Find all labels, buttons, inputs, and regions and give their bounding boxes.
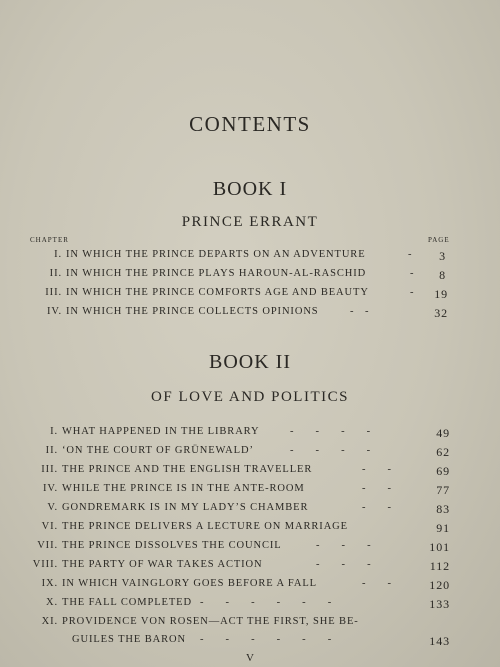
folio-page-number: V bbox=[246, 652, 254, 664]
book-1-subtitle: PRINCE ERRANT bbox=[181, 214, 319, 230]
page-number: 49 bbox=[436, 426, 450, 440]
chapter-title: WHILE THE PRINCE IS IN THE ANTE-ROOM bbox=[62, 483, 305, 494]
chapter-title: IN WHICH THE PRINCE COMFORTS AGE AND BEAUTY bbox=[66, 287, 369, 298]
chapter-title: PROVIDENCE VON ROSEN—ACT THE FIRST, SHE BE- bbox=[62, 616, 359, 627]
chapter-number: I. bbox=[50, 426, 58, 437]
chapter-title: THE FALL COMPLETED bbox=[62, 597, 192, 608]
chapter-number: III. bbox=[45, 287, 62, 298]
chapter-number: VII. bbox=[37, 540, 58, 551]
leader-dots: - - bbox=[362, 502, 392, 513]
page-number: 69 bbox=[436, 464, 450, 478]
page-number: 133 bbox=[429, 597, 450, 611]
toc-row bbox=[0, 540, 500, 558]
leader-dots: - - - bbox=[316, 540, 372, 551]
leader-dots: - - - - - - bbox=[200, 597, 333, 608]
chapter-title: THE PRINCE DELIVERS A LECTURE ON MARRIAGE bbox=[62, 521, 348, 532]
chapter-number: IV. bbox=[46, 306, 62, 317]
chapter-number: II. bbox=[49, 268, 62, 279]
toc-row bbox=[0, 502, 500, 520]
page-number: 143 bbox=[429, 634, 450, 648]
leader-dots: - - - - bbox=[290, 445, 372, 456]
toc-row bbox=[0, 464, 500, 482]
chapter-title: THE PARTY OF WAR TAKES ACTION bbox=[62, 559, 263, 570]
chapter-title: THE PRINCE DISSOLVES THE COUNCIL bbox=[62, 540, 282, 551]
chapter-title: WHAT HAPPENED IN THE LIBRARY bbox=[62, 426, 260, 437]
page-number: 8 bbox=[439, 268, 446, 282]
book-1-title: BOOK I bbox=[212, 178, 288, 200]
leader-dots: - - - - - - bbox=[200, 634, 333, 645]
book-2-subtitle: OF LOVE AND POLITICS bbox=[151, 389, 349, 405]
page-number: 101 bbox=[429, 540, 450, 554]
page-number: 83 bbox=[436, 502, 450, 516]
chapter-column-label: CHAPTER bbox=[30, 236, 69, 244]
toc-row bbox=[0, 597, 500, 615]
book-2-title: BOOK II bbox=[209, 351, 291, 373]
toc-row bbox=[0, 483, 500, 501]
chapter-number: II. bbox=[45, 445, 58, 456]
leader-dots: - - bbox=[350, 306, 370, 317]
page-number: 91 bbox=[436, 521, 450, 535]
chapter-number: III. bbox=[41, 464, 58, 475]
chapter-title: IN WHICH THE PRINCE COLLECTS OPINIONS bbox=[66, 306, 319, 317]
toc-row bbox=[0, 445, 500, 463]
page-column-label: PAGE bbox=[428, 236, 450, 244]
chapter-number: XI. bbox=[41, 616, 58, 627]
toc-row bbox=[0, 559, 500, 577]
page-number: 112 bbox=[429, 559, 450, 573]
chapter-number: IV. bbox=[42, 483, 58, 494]
leader-dots: - bbox=[408, 249, 413, 260]
toc-row bbox=[0, 306, 500, 324]
chapter-title: IN WHICH THE PRINCE DEPARTS ON AN ADVENTURE bbox=[66, 249, 366, 260]
toc-row bbox=[0, 249, 500, 267]
page-number: 32 bbox=[434, 306, 448, 320]
page-number: 77 bbox=[436, 483, 450, 497]
leader-dots: - bbox=[410, 287, 415, 298]
page-number: 62 bbox=[436, 445, 450, 459]
chapter-number: I. bbox=[54, 249, 62, 260]
leader-dots: - bbox=[410, 268, 415, 279]
chapter-number: VI. bbox=[41, 521, 58, 532]
toc-row bbox=[0, 616, 500, 634]
toc-row bbox=[0, 268, 500, 286]
toc-row bbox=[0, 287, 500, 305]
leader-dots: - - - bbox=[316, 559, 372, 570]
page-number: 19 bbox=[434, 287, 448, 301]
chapter-title: GONDREMARK IS IN MY LADY’S CHAMBER bbox=[62, 502, 309, 513]
page-number: 120 bbox=[429, 578, 450, 592]
chapter-title: IN WHICH THE PRINCE PLAYS HAROUN-AL-RASCHID bbox=[66, 268, 367, 279]
toc-row bbox=[0, 578, 500, 596]
page-number: 3 bbox=[439, 249, 446, 263]
chapter-title: GUILES THE BARON bbox=[72, 634, 186, 645]
chapter-number: VIII. bbox=[32, 559, 58, 570]
chapter-title: IN WHICH VAINGLORY GOES BEFORE A FALL bbox=[62, 578, 317, 589]
chapter-title: THE PRINCE AND THE ENGLISH TRAVELLER bbox=[62, 464, 313, 475]
leader-dots: - - bbox=[362, 578, 392, 589]
chapter-number: IX. bbox=[41, 578, 58, 589]
chapter-title: ‘ON THE COURT OF GRÜNEWALD’ bbox=[62, 445, 254, 456]
leader-dots: - - bbox=[362, 483, 392, 494]
leader-dots: - - bbox=[362, 464, 392, 475]
chapter-number: V. bbox=[47, 502, 58, 513]
toc-row bbox=[0, 521, 500, 539]
toc-row bbox=[0, 634, 500, 652]
contents-heading: CONTENTS bbox=[189, 112, 311, 136]
leader-dots: - - - - bbox=[290, 426, 372, 437]
toc-row bbox=[0, 426, 500, 444]
chapter-number: X. bbox=[45, 597, 58, 608]
